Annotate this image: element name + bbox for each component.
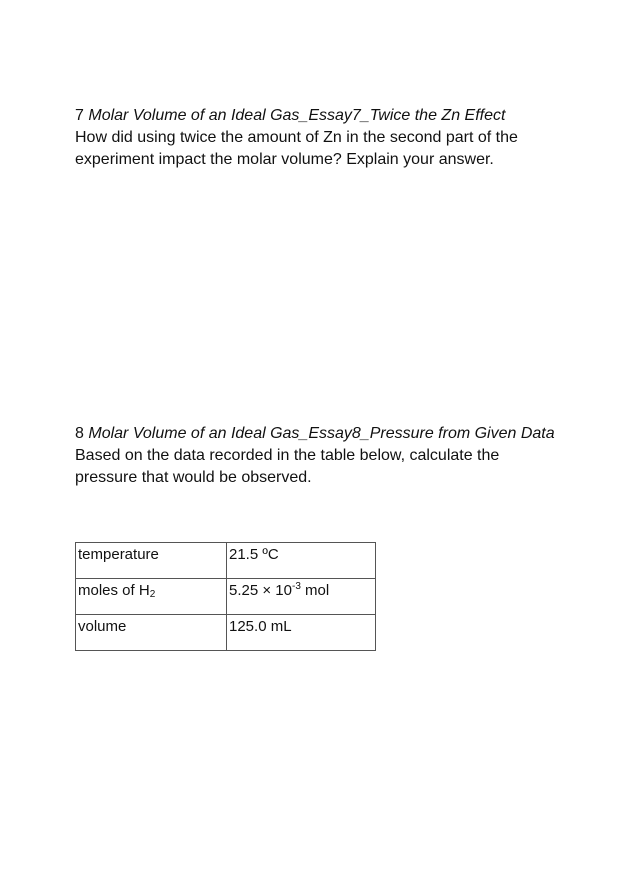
- question-8-title-text: Molar Volume of an Ideal Gas_Essay8_Pressure from Given Data: [88, 425, 555, 442]
- question-8-number: 8: [75, 425, 84, 442]
- moles-label-subscript: 2: [149, 589, 156, 600]
- question-8: [75, 423, 555, 489]
- data-table: [75, 542, 376, 651]
- table-cell-value: 125.0 mL: [227, 615, 376, 651]
- question-8-title: [75, 423, 555, 445]
- moles-value-unit: mol: [300, 582, 330, 599]
- question-8-body: Based on the data recorded in the table below, calculate the pressure that would be observed.: [75, 447, 500, 486]
- question-7-number: 7: [75, 107, 84, 124]
- table-cell-label: temperature: [76, 543, 227, 579]
- table-cell-label: [76, 579, 227, 615]
- question-7-title: [75, 105, 555, 127]
- moles-value-exponent: -3: [291, 581, 301, 592]
- table-cell-value: [227, 579, 376, 615]
- table-row: [76, 615, 376, 651]
- question-7: [75, 105, 555, 171]
- table-row: [76, 579, 376, 615]
- moles-label-text: moles of H: [78, 582, 150, 599]
- table-cell-value: 21.5 ºC: [227, 543, 376, 579]
- moles-value-text: 5.25 × 10: [229, 582, 292, 599]
- question-7-title-text: Molar Volume of an Ideal Gas_Essay7_Twice the Zn Effect: [88, 107, 506, 124]
- table-row: [76, 543, 376, 579]
- question-7-body: How did using twice the amount of Zn in the second part of the experiment impact the molar volume? Explain your answer.: [75, 129, 518, 168]
- table-cell-label: volume: [76, 615, 227, 651]
